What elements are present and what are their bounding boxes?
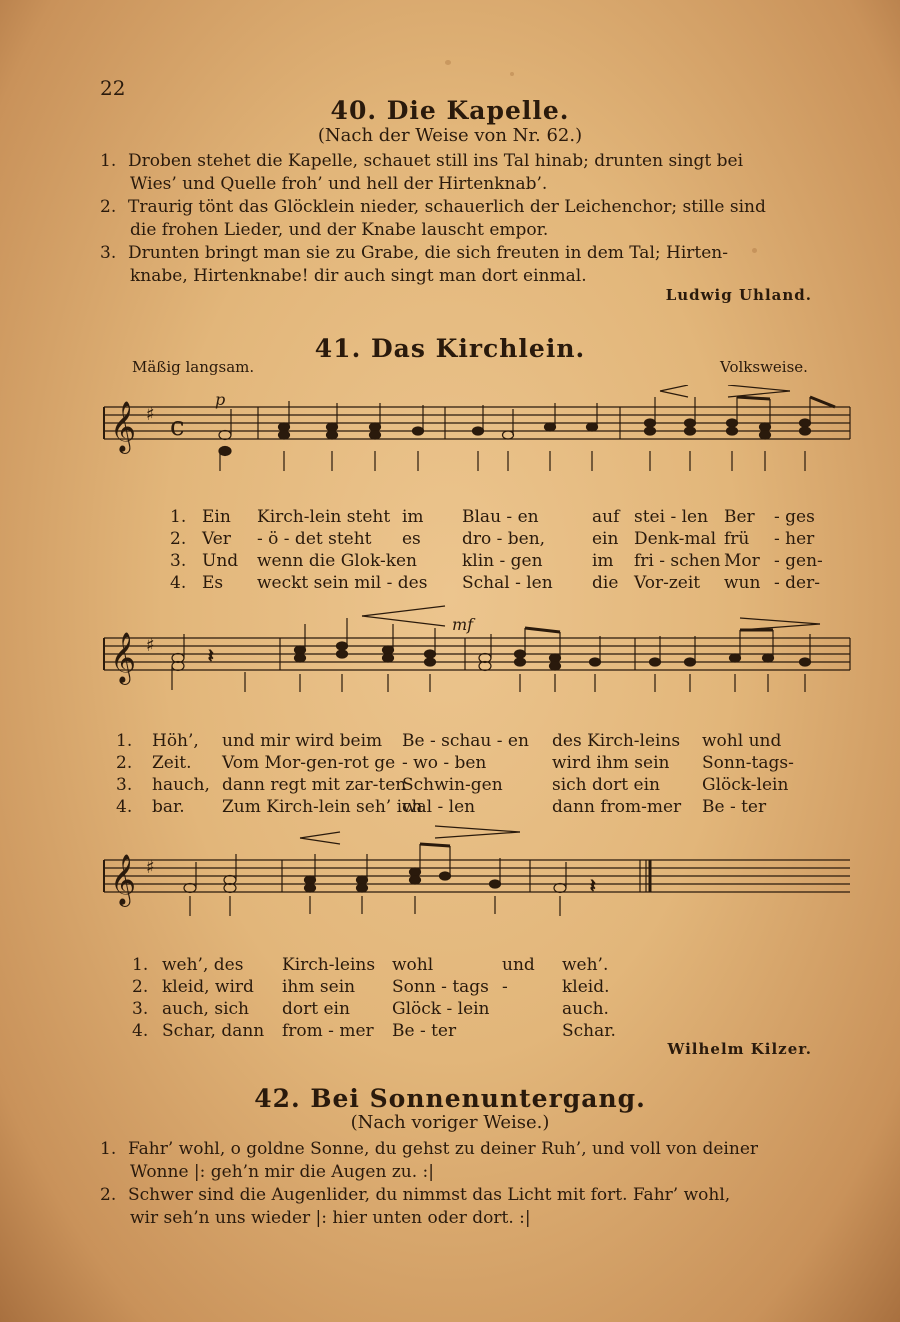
lyric-num: 1.: [170, 507, 187, 527]
lyric-word: dort ein: [282, 999, 350, 1019]
lyric-row: [116, 774, 794, 796]
verse-number: 2.: [100, 1185, 117, 1205]
lyric-row: [170, 572, 823, 594]
lyric-num: 4.: [170, 573, 187, 593]
lyric-word: Denk-mal: [634, 529, 717, 549]
verse-line: Drunten bringt man sie zu Grabe, die sich freuten in dem Tal; Hirten-: [128, 243, 728, 263]
lyric-row: [132, 998, 616, 1020]
song-42-subtitle: (Nach voriger Weise.): [350, 1112, 550, 1133]
lyric-word: Mor: [724, 551, 760, 571]
common-time-icon: c: [170, 412, 185, 442]
sharp-icon: ♯: [146, 635, 155, 656]
song-40-subtitle: (Nach der Weise von Nr. 62.): [317, 125, 583, 146]
lyric-word: wal - len: [402, 797, 476, 817]
lyric-word: Schar.: [562, 1021, 616, 1041]
lyric-word: [502, 998, 562, 1020]
lyric-word: Schal - len: [462, 573, 553, 593]
lyric-word: Be - ter: [702, 797, 767, 817]
treble-clef-icon: 𝄞: [110, 854, 137, 905]
lyric-word: Ver: [202, 529, 231, 549]
sharp-icon: ♯: [146, 857, 155, 878]
sharp-icon: ♯: [146, 404, 155, 425]
lyric-word: dro - ben,: [462, 529, 546, 549]
melody-origin: Volksweise.: [720, 358, 808, 376]
lyric-row: [132, 1020, 616, 1042]
lyric-word: Höh’,: [152, 731, 199, 751]
lyric-word: weckt sein mil - des: [257, 573, 428, 593]
lyric-word: hauch,: [152, 775, 210, 795]
lyric-word: es: [402, 529, 421, 549]
song-41-author: Wilhelm Kilzer.: [667, 1040, 812, 1058]
lyric-word: stei - len: [634, 507, 709, 527]
lyric-word: - gen-: [774, 551, 823, 571]
lyric-word: Be - schau - en: [402, 731, 529, 751]
lyric-word: auch, sich: [162, 999, 249, 1019]
lyric-word: sich dort ein: [552, 775, 660, 795]
lyric-word: ein: [592, 529, 619, 549]
lyric-word: ihm sein: [282, 977, 356, 997]
verse-number: 3.: [100, 243, 117, 263]
lyric-word: Be - ter: [392, 1021, 457, 1041]
paper-spot: [445, 60, 451, 65]
lyric-word: frü: [724, 529, 750, 549]
lyric-word: kleid, wird: [162, 977, 254, 997]
treble-clef-icon: 𝄞: [110, 632, 137, 683]
lyric-row: [170, 550, 823, 572]
lyric-word: Kirch-lein steht: [257, 507, 391, 527]
lyric-num: 2.: [170, 529, 187, 549]
lyric-word: - ö - det steht: [257, 529, 372, 549]
lyric-row: [116, 752, 794, 774]
music-staff-1: [100, 385, 860, 495]
verse-line: Fahr’ wohl, o goldne Sonne, du gehst zu deiner Ruh’, und voll von deiner: [128, 1139, 759, 1159]
music-staff-2: [100, 600, 860, 710]
dynamic-p: p: [215, 390, 226, 409]
lyric-word: fri - schen: [634, 551, 721, 571]
song-42-verse-1: [100, 1138, 860, 1184]
lyric-row: [116, 796, 794, 818]
verse-number: 2.: [100, 197, 117, 217]
lyric-word: Glöck-lein: [702, 775, 789, 795]
lyric-row: [116, 730, 794, 752]
paper-spot: [510, 72, 514, 76]
song-40-verse-3: [100, 242, 860, 288]
lyric-word: from - mer: [282, 1021, 374, 1041]
verse-line: Droben stehet die Kapelle, schauet still ins Tal hinab; drunten singt bei: [128, 151, 744, 171]
lyric-word: dann regt mit zar-ten: [222, 775, 407, 795]
lyric-num: 1.: [132, 955, 149, 975]
rest-icon: 𝄽: [590, 876, 596, 897]
lyric-word: und: [502, 955, 535, 975]
lyric-row: [132, 976, 616, 998]
lyric-num: 2.: [116, 753, 133, 773]
verse-number: 1.: [100, 1139, 117, 1159]
lyric-word: Ber: [724, 507, 755, 527]
song-41-title: 41. Das Kirchlein.: [314, 334, 586, 363]
lyric-row: [170, 528, 823, 550]
song-40-verse-1: [100, 150, 860, 196]
verse-number: 1.: [100, 151, 117, 171]
system-3-lyrics: [132, 954, 616, 1042]
lyric-num: 4.: [132, 1021, 149, 1041]
lyric-word: und mir wird beim: [222, 731, 383, 751]
lyric-num: 4.: [116, 797, 133, 817]
lyric-word: [402, 550, 462, 572]
lyric-num: 3.: [132, 999, 149, 1019]
lyric-word: weh’, des: [162, 955, 244, 975]
lyric-word: Kirch-leins: [282, 955, 376, 975]
lyric-word: - wo - ben: [402, 753, 487, 773]
verse-line: Wonne |: geh’n mir die Augen zu. :|: [130, 1162, 434, 1182]
lyric-num: 3.: [170, 551, 187, 571]
lyric-word: wun: [724, 573, 761, 593]
lyric-num: 2.: [132, 977, 149, 997]
lyric-word: dann from-mer: [552, 797, 682, 817]
song-40-author: Ludwig Uhland.: [665, 286, 812, 304]
lyric-word: - der-: [774, 573, 820, 593]
treble-clef-icon: 𝄞: [110, 401, 137, 452]
lyric-word: wohl: [392, 955, 434, 975]
lyric-num: 1.: [116, 731, 133, 751]
lyric-word: weh’.: [562, 955, 609, 975]
system-1-lyrics: [170, 506, 823, 594]
lyric-word: im: [592, 551, 614, 571]
lyric-word: - ges: [774, 507, 815, 527]
lyric-word: Vom Mor-gen-rot ge: [222, 753, 396, 773]
verse-line: knabe, Hirtenknabe! dir auch singt man dort einmal.: [130, 266, 587, 286]
verse-line: Wies’ und Quelle froh’ und hell der Hirtenknab’.: [130, 174, 548, 194]
lyric-word: Es: [202, 573, 224, 593]
lyric-word: [402, 572, 462, 594]
lyric-word: Schwin-gen: [402, 775, 503, 795]
lyric-word: Und: [202, 551, 239, 571]
lyric-word: -: [502, 977, 508, 997]
page-number: 22: [100, 76, 126, 100]
lyric-word: wird ihm sein: [552, 753, 670, 773]
lyric-word: Blau - en: [462, 507, 539, 527]
tempo-marking: Mäßig langsam.: [132, 358, 255, 376]
system-2-lyrics: [116, 730, 794, 818]
music-staff-3: [100, 822, 860, 932]
lyric-word: Zeit.: [152, 753, 192, 773]
verse-line: Traurig tönt das Glöcklein nieder, schauerlich der Leichenchor; stille sind: [128, 197, 766, 217]
lyric-word: wenn die Glok-ken: [257, 551, 418, 571]
song-40-title: 40. Die Kapelle.: [330, 96, 570, 125]
lyric-num: 3.: [116, 775, 133, 795]
lyric-word: des Kirch-leins: [552, 731, 681, 751]
lyric-row: [132, 954, 616, 976]
rest-icon: 𝄽: [208, 646, 214, 667]
lyric-word: Glöck - lein: [392, 999, 490, 1019]
lyric-word: im: [402, 507, 424, 527]
song-42-title: 42. Bei Sonnenuntergang.: [254, 1084, 646, 1113]
verse-line: die frohen Lieder, und der Knabe lauscht empor.: [130, 220, 549, 240]
dynamic-mf: mf: [452, 615, 474, 634]
lyric-word: Ein: [202, 507, 231, 527]
lyric-word: auch.: [562, 999, 609, 1019]
lyric-word: klin - gen: [462, 551, 543, 571]
lyric-word: kleid.: [562, 977, 610, 997]
lyric-word: Schar, dann: [162, 1021, 265, 1041]
song-42-verse-2: [100, 1184, 860, 1230]
lyric-word: - her: [774, 529, 815, 549]
lyric-word: Zum Kirch-lein seh’ ich: [222, 797, 423, 817]
lyric-word: [502, 1020, 562, 1042]
lyric-word: bar.: [152, 797, 185, 817]
lyric-word: die: [592, 573, 619, 593]
lyric-word: Vor-zeit: [634, 573, 701, 593]
lyric-word: wohl und: [702, 731, 782, 751]
verse-line: Schwer sind die Augenlider, du nimmst das Licht mit fort. Fahr’ wohl,: [128, 1185, 731, 1205]
verse-line: wir seh’n uns wieder |: hier unten oder dort. :|: [130, 1208, 531, 1228]
lyric-word: Sonn-tags-: [702, 753, 794, 773]
song-40-verse-2: [100, 196, 860, 242]
lyric-word: auf: [592, 507, 620, 527]
lyric-row: [170, 506, 823, 528]
lyric-word: Sonn - tags: [392, 977, 489, 997]
